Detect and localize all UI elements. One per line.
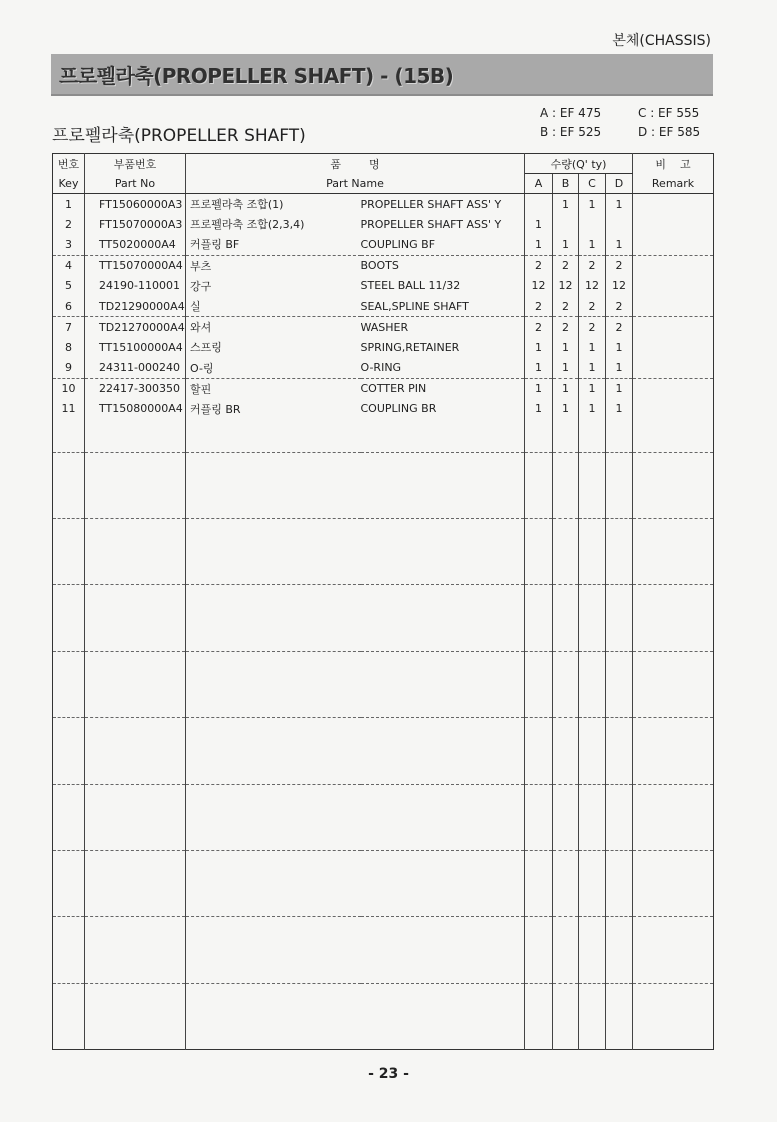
row-remark [633,358,714,379]
blank-cell [579,452,606,518]
blank-cell [525,585,553,651]
row-qty-c: 1 [579,399,606,419]
row-part-no: TD21270000A4 [85,317,186,338]
header-col-c: C [579,174,606,194]
blank-cell [361,452,525,518]
row-part-no: TT15080000A4 [85,399,186,419]
row-key: 8 [53,337,85,357]
blank-cell [186,917,361,983]
blank-cell [606,784,633,850]
blank-cell [85,718,186,784]
blank-cell [633,917,714,983]
blank-cell [579,519,606,585]
row-qty-d: 1 [606,234,633,255]
row-remark [633,399,714,419]
row-qty-b: 1 [553,194,579,215]
table-row [53,317,714,338]
blank-row [53,419,714,452]
blank-cell [579,419,606,452]
row-name-kr: 커플링 BR [190,402,241,416]
row-qty-d: 2 [606,255,633,276]
header-key-kr: 번호 [53,154,85,174]
row-name-en: PROPELLER SHAFT ASS' Y [361,214,525,234]
row-qty-a: 1 [525,358,553,379]
row-name-kr: 부츠 [190,259,212,273]
blank-cell [633,585,714,651]
row-qty-b: 1 [553,234,579,255]
blank-row [53,850,714,916]
table-row [53,296,714,317]
blank-cell [525,784,553,850]
table-row [53,276,714,296]
row-qty-c: 2 [579,317,606,338]
row-qty-c: 1 [579,234,606,255]
blank-row [53,718,714,784]
blank-cell [53,419,85,452]
blank-cell [85,850,186,916]
row-qty-c: 1 [579,337,606,357]
blank-cell [361,419,525,452]
blank-cell [606,651,633,717]
row-name-en: PROPELLER SHAFT ASS' Y [361,194,525,215]
blank-cell [186,452,361,518]
row-qty-c: 2 [579,296,606,317]
blank-cell [606,519,633,585]
blank-cell [579,784,606,850]
model-c: C : EF 555 [638,106,700,120]
model-legend-left [540,104,601,142]
blank-cell [186,585,361,651]
blank-cell [633,651,714,717]
row-part-no: FT15060000A3 [85,194,186,215]
blank-cell [633,419,714,452]
row-name-en: SPRING,RETAINER [361,337,525,357]
row-qty-b: 1 [553,399,579,419]
blank-cell [186,850,361,916]
row-name-en: O-RING [361,358,525,379]
header-col-d: D [606,174,633,194]
model-d: D : EF 585 [638,125,701,139]
row-name-kr: 스프링 [190,341,222,355]
row-qty-d: 2 [606,296,633,317]
row-name-kr: 할핀 [190,382,212,396]
blank-cell [85,651,186,717]
blank-cell [53,850,85,916]
blank-cell [553,718,579,784]
blank-row [53,784,714,850]
row-qty-a: 12 [525,276,553,296]
row-qty-a: 2 [525,255,553,276]
row-name-en: STEEL BALL 11/32 [361,276,525,296]
blank-cell [53,651,85,717]
blank-cell [525,519,553,585]
table-row [53,378,714,399]
row-part-no: TT15100000A4 [85,337,186,357]
row-key: 6 [53,296,85,317]
row-qty-a: 1 [525,378,553,399]
row-name-en: COUPLING BR [361,399,525,419]
row-part-no: FT15070000A3 [85,214,186,234]
row-qty-d: 1 [606,358,633,379]
blank-cell [579,983,606,1049]
row-qty-c: 1 [579,194,606,215]
row-name-kr: 와셔 [190,321,212,335]
row-name-en: COUPLING BF [361,234,525,255]
row-name-en: BOOTS [361,255,525,276]
row-key: 11 [53,399,85,419]
blank-cell [525,850,553,916]
header-name-kr: 품 명 [186,154,525,174]
blank-cell [553,519,579,585]
page-subtitle: 프로펠라축(PROPELLER SHAFT) [52,126,306,146]
header-partno-en: Part No [85,174,186,194]
row-qty-d: 1 [606,378,633,399]
blank-cell [606,585,633,651]
row-part-no: TT15070000A4 [85,255,186,276]
blank-cell [85,419,186,452]
blank-cell [85,585,186,651]
blank-cell [579,718,606,784]
model-b: B : EF 525 [540,125,602,139]
blank-cell [186,519,361,585]
row-key: 9 [53,358,85,379]
model-legend-right [638,104,700,142]
row-qty-b [553,214,579,234]
row-part-no: TT5020000A4 [85,234,186,255]
header-partno-kr: 부품번호 [85,154,186,174]
table-row [53,234,714,255]
row-name-en: COTTER PIN [361,378,525,399]
blank-cell [606,983,633,1049]
row-key: 10 [53,378,85,399]
row-qty-d: 12 [606,276,633,296]
blank-cell [53,983,85,1049]
blank-cell [553,850,579,916]
row-qty-a: 1 [525,337,553,357]
blank-cell [553,917,579,983]
row-key: 3 [53,234,85,255]
table-row [53,214,714,234]
blank-cell [579,585,606,651]
blank-cell [606,850,633,916]
row-qty-b: 12 [553,276,579,296]
blank-cell [361,784,525,850]
row-qty-c: 1 [579,378,606,399]
row-qty-d: 1 [606,194,633,215]
blank-cell [633,784,714,850]
row-qty-b: 2 [553,317,579,338]
row-part-no: TD21290000A4 [85,296,186,317]
blank-cell [53,784,85,850]
header-key-en: Key [53,174,85,194]
row-name-kr: 강구 [190,279,212,293]
blank-cell [361,718,525,784]
row-name-kr: 프로펠라축 조합(2,3,4) [190,218,305,232]
header-remark-kr: 비 고 [655,157,691,171]
row-qty-c: 1 [579,358,606,379]
blank-row [53,452,714,518]
row-name-kr: O-링 [186,358,361,379]
section-label: 본체(CHASSIS) [612,33,711,49]
blank-row [53,983,714,1049]
row-qty-d: 1 [606,399,633,419]
row-qty-b: 1 [553,358,579,379]
blank-cell [525,983,553,1049]
blank-cell [606,718,633,784]
blank-cell [579,651,606,717]
table-row [53,194,714,215]
banner-title: 프로펠라축(PROPELLER SHAFT) - (15B) [59,64,454,88]
row-key: 5 [53,276,85,296]
blank-cell [633,519,714,585]
blank-cell [553,651,579,717]
blank-cell [53,519,85,585]
blank-row [53,917,714,983]
blank-row [53,651,714,717]
row-qty-b: 2 [553,255,579,276]
header-col-a: A [525,174,553,194]
blank-cell [525,917,553,983]
blank-cell [633,452,714,518]
blank-cell [553,452,579,518]
row-part-no: 22417-300350 [85,378,186,399]
row-remark [633,296,714,317]
header-qty: 수량(Q' ty) [525,154,633,174]
row-remark [633,234,714,255]
row-qty-a: 1 [525,234,553,255]
blank-cell [361,917,525,983]
row-key: 7 [53,317,85,338]
row-remark [633,378,714,399]
header-name-en: Part Name [186,174,525,194]
row-qty-a: 1 [525,214,553,234]
row-remark [633,194,714,215]
blank-cell [186,419,361,452]
parts-table-body [53,194,714,1050]
page-number: - 23 - [368,1066,409,1082]
blank-cell [553,585,579,651]
row-name-en: WASHER [361,317,525,338]
row-qty-d: 1 [606,337,633,357]
row-qty-b: 1 [553,337,579,357]
row-key: 4 [53,255,85,276]
row-key: 2 [53,214,85,234]
blank-cell [361,651,525,717]
table-row [53,337,714,357]
blank-cell [525,651,553,717]
blank-cell [579,917,606,983]
row-remark [633,255,714,276]
model-a: A : EF 475 [540,106,602,120]
row-qty-d [606,214,633,234]
row-qty-b: 2 [553,296,579,317]
blank-cell [633,983,714,1049]
table-row [53,399,714,419]
blank-cell [361,519,525,585]
blank-cell [633,850,714,916]
blank-cell [85,917,186,983]
blank-cell [53,452,85,518]
row-qty-a [525,194,553,215]
title-banner [51,54,713,96]
row-qty-c: 12 [579,276,606,296]
blank-cell [553,419,579,452]
row-key: 1 [53,194,85,215]
row-remark [633,337,714,357]
blank-cell [606,452,633,518]
row-remark [633,276,714,296]
row-part-no: 24311-000240 [85,358,186,379]
blank-cell [633,718,714,784]
row-qty-a: 1 [525,399,553,419]
blank-cell [53,917,85,983]
blank-cell [525,718,553,784]
header-remark-en: Remark [633,174,714,194]
row-part-no: 24190-110001 [85,276,186,296]
row-name-kr: 커플링 BF [186,234,361,255]
blank-cell [85,784,186,850]
blank-cell [525,452,553,518]
blank-cell [361,983,525,1049]
blank-cell [186,784,361,850]
header-col-b: B [553,174,579,194]
row-name-kr: 프로펠라축 조합(1) [190,198,284,212]
blank-cell [186,718,361,784]
row-qty-c: 2 [579,255,606,276]
blank-cell [606,917,633,983]
row-qty-d: 2 [606,317,633,338]
blank-cell [85,452,186,518]
blank-cell [186,983,361,1049]
blank-cell [361,585,525,651]
blank-cell [53,585,85,651]
row-remark [633,317,714,338]
blank-cell [553,983,579,1049]
row-name-kr: 실 [186,296,361,317]
table-row [53,255,714,276]
blank-cell [553,784,579,850]
row-qty-b: 1 [553,378,579,399]
blank-row [53,585,714,651]
blank-row [53,519,714,585]
row-name-en: SEAL,SPLINE SHAFT [361,296,525,317]
blank-cell [525,419,553,452]
blank-cell [186,651,361,717]
blank-cell [361,850,525,916]
blank-cell [85,983,186,1049]
row-remark [633,214,714,234]
row-qty-a: 2 [525,317,553,338]
row-qty-a: 2 [525,296,553,317]
table-row [53,358,714,379]
parts-table [52,153,714,1050]
blank-cell [606,419,633,452]
blank-cell [579,850,606,916]
blank-cell [53,718,85,784]
row-qty-c [579,214,606,234]
blank-cell [85,519,186,585]
